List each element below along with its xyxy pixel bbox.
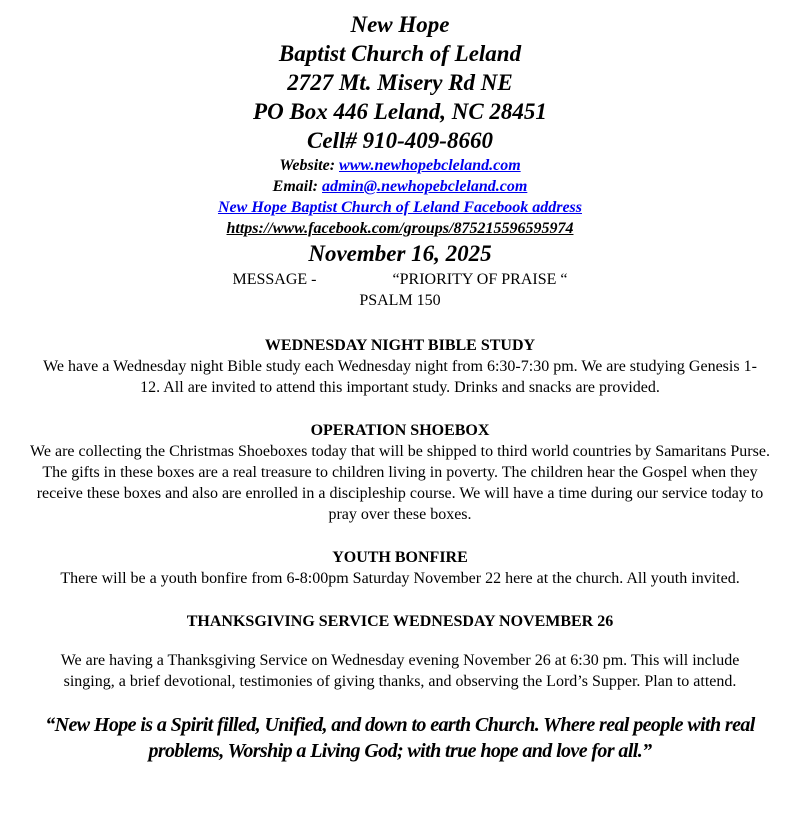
message-label: MESSAGE - xyxy=(232,271,317,288)
church-motto: “New Hope is a Spirit filled, Unified, and down to earth Church. Where real people with real problems, Worship a Living God; with true hope and love for all.” xyxy=(45,714,755,762)
po-box-address: PO Box 446 Leland, NC 28451 xyxy=(253,99,547,124)
facebook-link[interactable]: New Hope Baptist Church of Leland Facebook address xyxy=(217,199,582,216)
facebook-url[interactable]: https://www.facebook.com/groups/875215596595974 xyxy=(226,220,574,237)
website-line xyxy=(0,155,800,176)
facebook-url-line xyxy=(0,218,800,239)
website-link[interactable]: www.newhopebcleland.com xyxy=(339,157,521,174)
section-operation-shoebox xyxy=(30,420,770,525)
service-date: November 16, 2025 xyxy=(308,241,492,266)
message-row xyxy=(0,269,800,290)
section-title: WEDNESDAY NIGHT BIBLE STUDY xyxy=(264,337,536,354)
email-link[interactable]: admin@.newhopebcleland.com xyxy=(322,178,528,195)
section-title: OPERATION SHOEBOX xyxy=(310,422,490,439)
section-thanksgiving-service xyxy=(40,611,760,692)
section-body: We are having a Thanksgiving Service on Wednesday evening November 26 at 6:30 pm. This will include singing, a brief devotional, testimonies of giving thanks, and observing the Lord’s Supper. Plan to attend. xyxy=(60,652,740,690)
section-title: THANKSGIVING SERVICE WEDNESDAY NOVEMBER 26 xyxy=(186,613,614,630)
section-bible-study xyxy=(40,335,760,398)
section-youth-bonfire xyxy=(40,547,760,589)
website-label: Website: xyxy=(279,157,340,174)
church-header xyxy=(0,0,800,311)
section-body: We are collecting the Christmas Shoeboxes today that will be shipped to third world countries by Samaritans Purse. The gifts in these boxes are a real treasure to children living in poverty. The children hear the Gospel when they receive these boxes and also are enrolled in a discipleship course. We will have a time during our service today to pray over these boxes. xyxy=(30,443,770,523)
facebook-line xyxy=(0,197,800,218)
section-body: We have a Wednesday night Bible study each Wednesday night from 6:30-7:30 pm. We are studying Genesis 1-12. All are invited to attend this important study. Drinks and snacks are provided. xyxy=(43,358,757,396)
street-address: 2727 Mt. Misery Rd NE xyxy=(287,70,513,95)
cell-phone: Cell# 910-409-8660 xyxy=(307,128,493,153)
section-title: YOUTH BONFIRE xyxy=(332,549,468,566)
church-name-line2: Baptist Church of Leland xyxy=(278,41,522,66)
church-name-line1: New Hope xyxy=(350,12,450,37)
email-line xyxy=(0,176,800,197)
scripture-reference: PSALM 150 xyxy=(359,292,441,309)
email-label: Email: xyxy=(272,178,323,195)
message-title: “PRIORITY OF PRAISE “ xyxy=(392,271,568,288)
section-body: There will be a youth bonfire from 6-8:00pm Saturday November 22 here at the church. All youth invited. xyxy=(60,570,740,587)
